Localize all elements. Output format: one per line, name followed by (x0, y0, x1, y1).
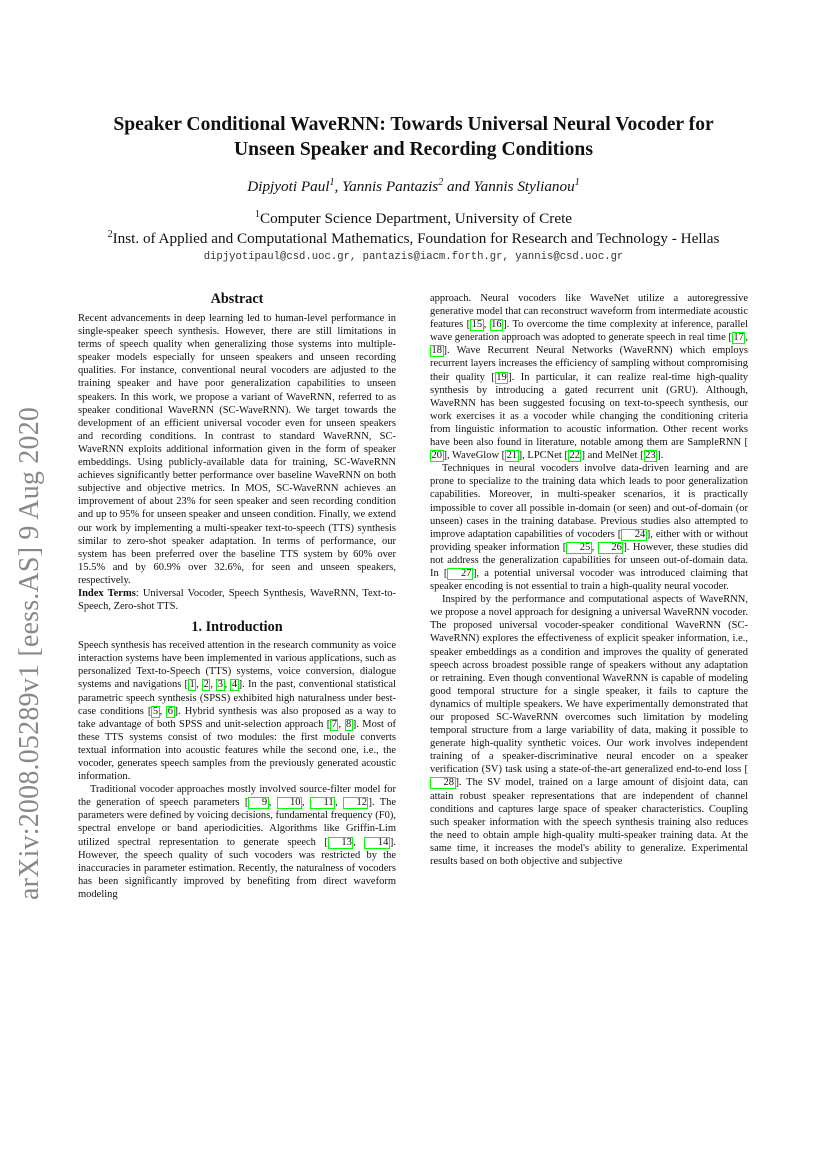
citation-link[interactable]: 21 (506, 450, 518, 462)
index-terms-text: : Universal Vocoder, Speech Synthesis, WaveRNN, Text-to-Speech, Zero-shot TTS. (78, 587, 396, 613)
citation-link[interactable]: 4 (231, 679, 238, 691)
author-sup: 1 (329, 177, 335, 188)
title-line-1: Speaker Conditional WaveRNN: Towards Universal Neural Vocoder for (113, 114, 714, 135)
affiliation-text: Computer Science Department, University of Crete (259, 210, 573, 228)
introduction-heading: 1. Introduction (191, 619, 283, 636)
citation-link[interactable]: 3 (217, 679, 224, 691)
title-line-2: Unseen Speaker and Recording Conditions (234, 139, 593, 160)
intro-paragraph: Traditional vocoder approaches mostly involved source-filter model for the generation of speech parameters [ 9 , 10 , 11 , 12 ]. The parameters were defined by voicing decisions, fundamental frequency (F0), spectral envelope or band aperiodicities. Algorithms like Griffin-Lim utilized spectral representation to generate speech [ 13 , 14 ]. However, the speech quality of such vocoders was restricted by the inaccuracies in parameter estimation. Recently, the naturalness of vocoders has been significantly improved by benefiting from direct waveform modeling (78, 784, 397, 900)
citation-link[interactable]: 20 (431, 450, 442, 462)
author-emails: dipjyotipaul@csd.uoc.gr, pantazis@iacm.forth.gr, yannis@csd.uoc.gr (203, 251, 624, 263)
intro-paragraph: approach. Neural vocoders like WaveNet utilize a autoregressive generative model that can reconstruct waveform from intermediate acoustic features [ 15 , 16 ]. To overcome the time complexity at inference, parallel wave generation approach was adopted to generate speech in real time [ 17 , 18 ]. Wave Recurrent Neural Networks (WaveRNN) which employs recurrent layers increases the efficiency of sampling without compromising their quality [ 19 ]. In particular, it can realize real-time high-quality synthesis by introducing a gated recurrent unit (GRU). Although, WaveRNN has been suggested focusing on text-to-speech synthesis, our work exercises it as a vocoder while changing the conditioning criteria from linguistic information to acoustic information. Other recent works have been also found in literature, notable among them are SampleRNN [20 ], WaveGlow [ 21 ], LPCNet [ 22 ] and MelNet [ 23 ]. (430, 293, 749, 462)
citation-link[interactable]: 15 (471, 319, 483, 331)
citation-link[interactable]: 5 (152, 705, 159, 717)
citation-link[interactable]: 27 (447, 568, 473, 580)
citation-link[interactable]: 1 (189, 679, 195, 691)
index-terms-label: Index Terms (78, 587, 136, 599)
author-sup: 2 (438, 177, 444, 188)
left-column (78, 290, 396, 901)
affiliation-2 (40, 229, 787, 248)
intro-paragraph: Techniques in neural vocoders involve data-driven learning and are prone to specialize to the training data which leads to poor generalization capabilities. Moreover, in multi-speaker scenarios, it is practically impossible to cover all possible in-domain (or seen) and out-of-domain (or unseen) cases in the training database. Previous studies also attempted to improve adaptation capabilities of vocoders [ 24 ], either with or without providing speaker information [ 25 , 26 ]. However, these studies did not address the generalization capabilities for unseen out-of-domain data. In [ 27 ], a potential universal vocoder was introduced claiming that speaker encoding is not essential to train a high-quality neural vocoder. (430, 463, 749, 593)
index-terms (78, 587, 396, 613)
author-separator: , (334, 178, 343, 196)
citation-link[interactable]: 18 (431, 345, 442, 357)
author-sup: 1 (574, 177, 580, 188)
affiliation-1 (40, 209, 787, 228)
intro-paragraph: Inspired by the performance and computational aspects of WaveRNN, we propose a novel approach for designing a universal WaveRNN vocoder. The proposed universal vocoder-speaker conditional WaveRNN (SC-WaveRNN) explores the effectiveness of explicit speaker information, i.e., speaker embeddings as a condition and improves the quality of generated speech across broadest possible range of speakers without any adaptation or retraining. Even though conventional WaveRNN is capable of modeling good temporal structure for a single speaker, it fails to capture the dynamics of multiple speakers. We have experimentally demonstrated that our proposed SC-WaveRNN overcomes such limitation by modeling temporal structure from a large variability of data, making it possible to generate high-quality synthetic voices. Our work involves independent training of a speaker-discriminative neural encoder on a speaker verification (SV) task using a state-of-the-art generalized end-to-end loss [28 ]. The SV model, trained on a large amount of disjoint data, can attain robust speaker representations that are independent of channel conditions and captures large space of speaker characteristics. Coupling such speaker information with the speech synthesis training also reduces the need to obtain ample high-quality multi-speaker training data. At the same time, it increases the model's ability to generalize. Experimental results based on both objective and subjective (430, 594, 748, 868)
citation-link[interactable]: 22 (569, 450, 580, 462)
author-name: Yannis Stylianou (473, 178, 575, 196)
citation-link[interactable]: 11 (310, 797, 335, 809)
authors (60, 177, 767, 196)
abstract-text: Recent advancements in deep learning led to human-level performance in single-speaker speech synthesis. However, there are still limitations in terms of speech quality when generalizing those systems into multiple-speaker models especially for unseen speakers and unseen recording qualities. For instance, conventional neural vocoders are adjusted to the training speaker and have poor generalization capabilities to unseen speakers. In this work, we propose a variant of WaveRNN, referred to as speaker conditional WaveRNN (SC-WaveRNN). We target towards the development of an efficient universal vocoder even for unseen speakers and recording conditions. In contrast to standard WaveRNN, SC-WaveRNN exploits additional information given in the form of speaker embeddings. Using publicly-available data for training, SC-WaveRNN achieves significantly better performance over baseline WaveRNN on both subjective and objective metrics. In MOS, SC-WaveRNN achieves an improvement of about 23% for seen speaker and seen recording condition and up to 95% for unseen speaker and unseen condition. Finally, we extend our work by implementing a multi-speaker text-to-speech (TTS) synthesis similar to zero-shot speaker adaptation. In terms of performance, our system has been preferred over the baseline TTS system by 60% over 15.5% and by 60.9% over 32.6%, for seen and unseen speakers, respectively. (78, 313, 396, 586)
citation-link[interactable]: 13 (328, 837, 354, 849)
affiliation-sup: 1 (254, 209, 260, 220)
citation-link[interactable]: 12 (343, 797, 369, 809)
citation-link[interactable]: 19 (496, 371, 507, 383)
citation-link[interactable]: 25 (566, 542, 592, 554)
citation-link[interactable]: 28 (430, 777, 456, 789)
affiliation-text: Inst. of Applied and Computational Mathematics, Foundation for Research and Technology - Hellas (112, 230, 720, 248)
citation-link[interactable]: 14 (364, 837, 390, 849)
arxiv-stamp: arXiv:2008.05289v1 [eess.AS] 9 Aug 2020 (14, 406, 45, 900)
right-column (430, 292, 748, 868)
citation-link[interactable]: 10 (277, 797, 303, 809)
citation-link[interactable]: 16 (491, 319, 502, 331)
abstract-heading: Abstract (210, 291, 264, 307)
author-name: Yannis Pantazis (342, 178, 439, 196)
citation-link[interactable]: 26 (598, 542, 624, 554)
citation-link[interactable]: 7 (331, 718, 337, 730)
citation-link[interactable]: 8 (346, 718, 352, 730)
citation-link[interactable]: 2 (203, 679, 209, 691)
author-separator: and (443, 178, 474, 196)
intro-paragraph: Speech synthesis has received attention in the research community as voice interaction systems have been implemented in various applications, such as personalized Text-to-Speech (TTS) systems, voice conversion, dialogue systems and navigations [ 1 , 2 , 3 , 4 ]. In the past, conventional statistical parametric speech synthesis (SPSS) exhibited high naturalness under best-case conditions [ 5 , 6 ]. Hybrid synthesis was also proposed as a way to take advantage of both SPSS and unit-selection approach [ 7 , 8 ]. Most of these TTS systems consist of two modules: the first module converts textual information into acoustic features while the second one, i.e., the vocoder, generates speech samples from the previously generated acoustic information. (78, 640, 397, 783)
citation-link[interactable]: 6 (167, 705, 174, 717)
citation-link[interactable]: 24 (621, 529, 647, 541)
author-name: Dipjyoti Paul (247, 178, 330, 196)
affiliation-sup: 2 (107, 229, 113, 240)
citation-link[interactable]: 17 (733, 332, 744, 344)
citation-link[interactable]: 23 (645, 450, 656, 462)
paper-title (60, 112, 767, 162)
citation-link[interactable]: 9 (248, 797, 268, 809)
